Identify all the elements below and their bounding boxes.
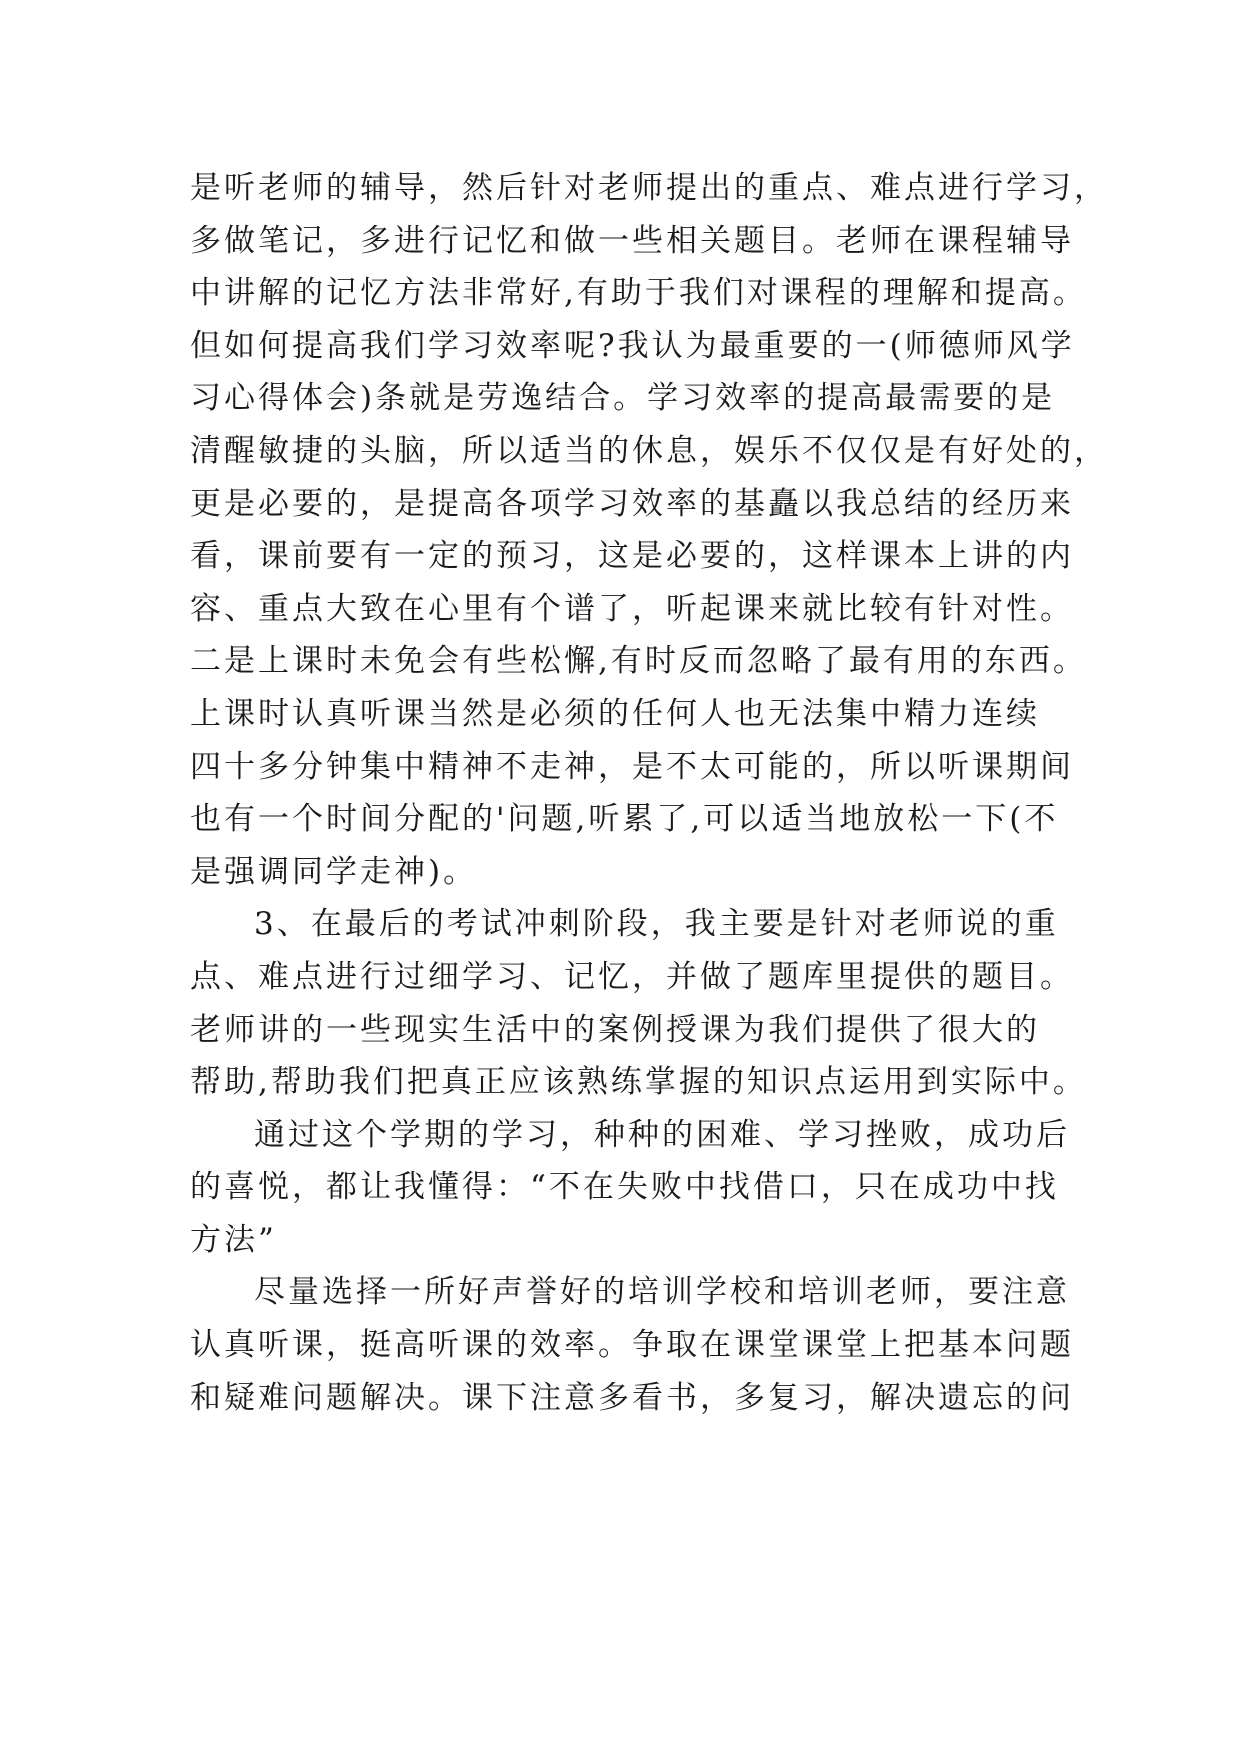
text-line: 的喜悦，都让我懂得：“不在失败中找借口，只在成功中找 [190,1169,1059,1206]
text-line: 中讲解的记忆方法非常好,有助于我们对课程的理解和提高。 [190,275,1087,312]
text-line: 也有一个时间分配的'问题,听累了,可以适当地放松一下(不 [190,801,1059,838]
text-line: 是听老师的辅导，然后针对老师提出的重点、难点进行学习， [190,170,1108,206]
text-line: 更是必要的，是提高各项学习效率的基矗以我总结的经历来 [190,485,1074,522]
text-line: 是强调同学走神)。 [190,853,478,890]
paragraph-start-line: 尽量选择一所好声誉好的培训学校和培训老师，要注意 [254,1274,1070,1311]
text-line: 认真听课，挺高听课的效率。争取在课堂课堂上把基本问题 [190,1327,1074,1364]
text-line: 方法” [190,1221,277,1258]
paragraph-start-line: 3、在最后的考试冲刺阶段，我主要是针对老师说的重 [254,906,1059,943]
text-line: 四十多分钟集中精神不走神，是不太可能的，所以听课期间 [190,748,1074,785]
text-line: 清醒敏捷的头脑，所以适当的休息，娱乐不仅仅是有好处的， [190,432,1108,469]
text-line: 点、难点进行过细学习、记忆，并做了题库里提供的题目。 [190,958,1074,995]
body-text [190,162,1108,1424]
paragraph-start-line: 通过这个学期的学习，种种的困难、学习挫败，成功后 [254,1116,1070,1153]
text-line: 二是上课时未免会有些松懈,有时反而忽略了最有用的东西。 [190,643,1087,680]
text-line: 但如何提高我们学习效率呢?我认为最重要的一(师德师风学 [190,327,1075,364]
text-line: 容、重点大致在心里有个谱了，听起课来就比较有针对性。 [190,590,1074,627]
text-line: 帮助,帮助我们把真正应该熟练掌握的知识点运用到实际中。 [190,1064,1087,1101]
text-line: 习心得体会)条就是劳逸结合。学习效率的提高最需要的是 [190,380,1056,417]
text-line: 上课时认真听课当然是必须的任何人也无法集中精力连续 [190,695,1040,732]
text-line: 多做笔记，多进行记忆和做一些相关题目。老师在课程辅导 [190,222,1074,259]
text-line: 和疑难问题解决。课下注意多看书，多复习，解决遗忘的问 [190,1379,1074,1416]
text-line: 看，课前要有一定的预习，这是必要的，这样课本上讲的内 [190,538,1074,575]
text-line: 老师讲的一些现实生活中的案例授课为我们提供了很大的 [190,1011,1040,1048]
